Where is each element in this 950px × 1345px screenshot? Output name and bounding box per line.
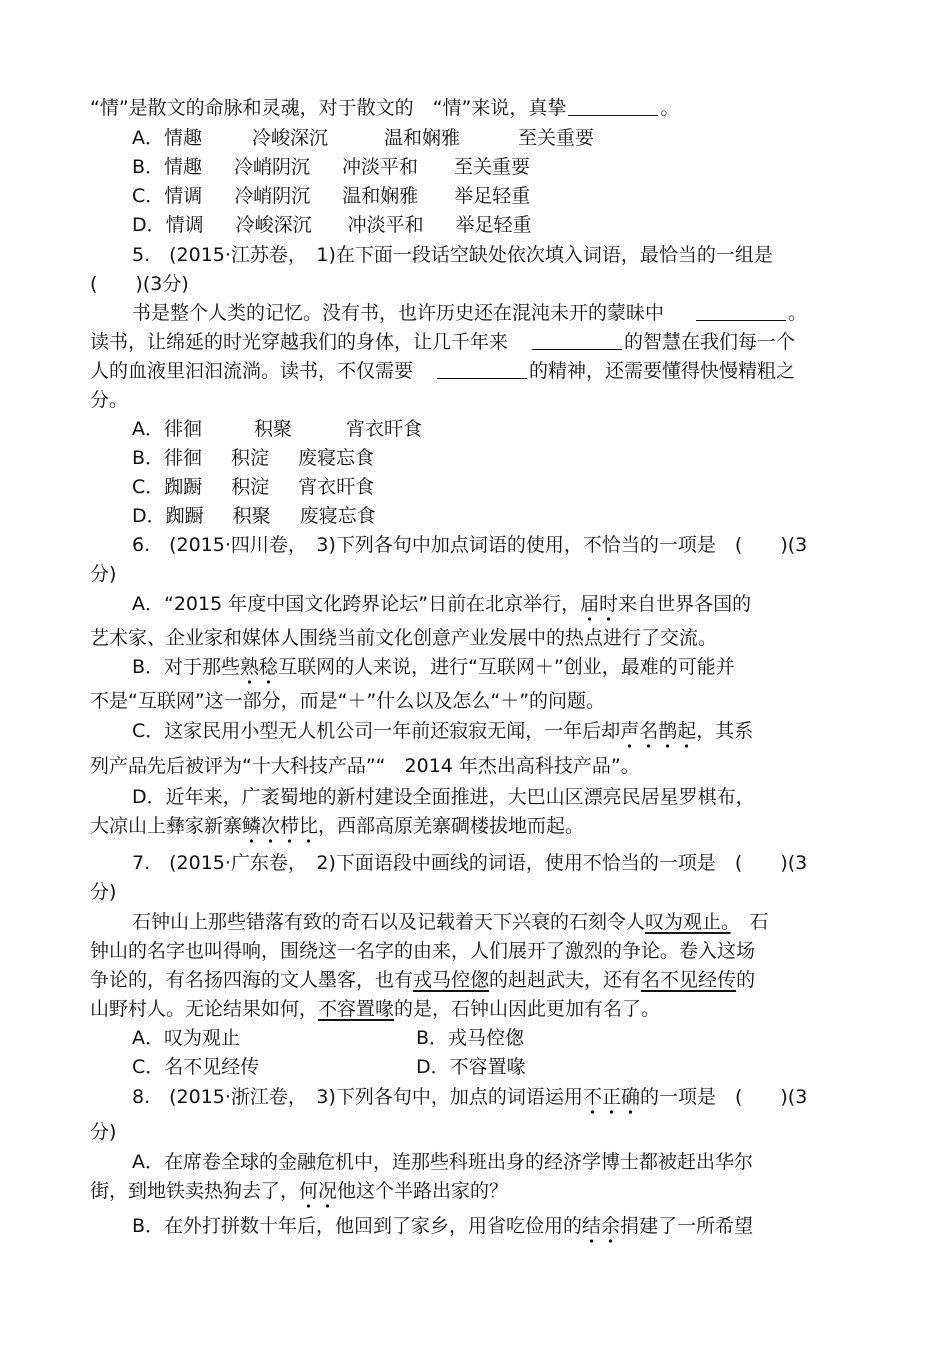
dotted-word: 届时 <box>580 593 618 623</box>
q6-stem-score: 分) <box>90 563 117 585</box>
q6-option-c-cont: 列产品先后被评为“十大科技产品”“ 2014 年杰出高科技产品”。 <box>90 755 640 777</box>
underlined-phrase: 叹为观止。 <box>645 911 731 933</box>
q7-stem: 7. (2015·广东卷， 2)下面语段中画线的词语，使用不恰当的一项是 ( )(3 <box>132 852 808 874</box>
q8-option-a-cont: 街，到地铁卖热狗去了，何况他这个半路出家的？ <box>90 1177 880 1205</box>
underlined-phrase: 名不见经传 <box>641 969 737 991</box>
q6-option-a: A．“2015 年度中国文化跨界论坛”日前在北京举行，届时来自世界各国的 <box>132 590 880 618</box>
q6-option-b-cont: 不是“互联网”这一部分，而是“＋”什么以及怎么“＋”的问题。 <box>90 690 606 712</box>
intro-end: 。 <box>660 97 680 119</box>
q7-option-d: D．不容置喙 <box>416 1056 526 1078</box>
q4-option-d: D．情调 冷峻深沉 冲淡平和 举足轻重 <box>132 214 532 236</box>
dotted-word: 何况 <box>299 1180 337 1210</box>
q8-option-b: B．在外打拼数十年后，他回到了家乡，用省吃俭用的结余捐建了一所希望 <box>132 1212 880 1240</box>
q7-option-b: B．戎马倥偬 <box>416 1027 525 1049</box>
answer-blank <box>532 348 622 350</box>
q7-options-row <box>132 1024 922 1052</box>
dotted-word: 声名鹊起 <box>620 720 696 750</box>
q8-stem: 8. (2015·浙江卷， 3)下列各句中，加点的词语运用不正确的一项是 ( )(3 <box>132 1083 880 1111</box>
q6-option-b: B．对于那些熟稔互联网的人来说，进行“互联网＋”创业，最难的可能并 <box>132 653 880 681</box>
q6-stem: 6. (2015·四川卷， 3)下列各句中加点词语的使用，不恰当的一项是 ( )(3 <box>132 534 808 556</box>
q7-passage-line: 石钟山上那些错落有致的奇石以及记载着天下兴衰的石刻令人叹为观止。 石 <box>132 911 769 933</box>
q5-passage-line: 分。 <box>90 389 129 411</box>
q5-stem-score: ( )(3分) <box>90 273 189 295</box>
q7-options-row <box>132 1053 922 1081</box>
q7-option-a: A．叹为观止 <box>132 1027 241 1049</box>
dotted-word: 熟稔 <box>240 656 278 686</box>
q5-option-b: B．徘徊 积淀 废寝忘食 <box>132 447 375 469</box>
q7-passage-line: 争论的，有名扬四海的文人墨客，也有戎马倥偬的赳赳武夫，还有名不见经传的 <box>90 969 756 991</box>
intro-text: “情”是散文的命脉和灵魂，对于散文的 “情”来说，真挚 <box>90 97 567 119</box>
answer-blank <box>696 319 786 321</box>
q5-stem: 5. (2015·江苏卷， 1)在下面一段话空缺处依次填入词语，最恰当的一组是 <box>132 244 773 266</box>
q4-option-b: B．情趣 冷峭阴沉 冲淡平和 至关重要 <box>132 156 531 178</box>
dotted-word: 鳞次栉比 <box>242 815 318 845</box>
underlined-phrase: 不容置喙 <box>318 998 395 1020</box>
answer-blank <box>437 377 527 379</box>
dotted-word: 不正确 <box>583 1086 640 1116</box>
q5-option-a: A．徘徊 积聚 宵衣旰食 <box>132 418 423 440</box>
q7-option-c: C．名不见经传 <box>132 1056 260 1078</box>
answer-blank <box>568 114 658 116</box>
q7-passage-line: 山野村人。无论结果如何，不容置喙的是，石钟山因此更加有名了。 <box>90 998 661 1020</box>
q8-option-a: A．在席卷全球的金融危机中，连那些科班出身的经济学博士都被赶出华尔 <box>132 1151 753 1173</box>
q6-option-d: D．近年来，广袤蜀地的新村建设全面推进，大巴山区漂亮民居星罗棋布， <box>132 786 755 808</box>
q4-option-c: C．情调 冷峭阴沉 温和娴雅 举足轻重 <box>132 185 531 207</box>
q4-option-a: A．情趣 冷峻深沉 温和娴雅 至关重要 <box>132 127 595 149</box>
q5-passage-line: 人的血液里汩汩流淌。读书，不仅需要 的精神，还需要懂得快慢精粗之 <box>90 360 796 382</box>
q5-option-c: C．踟蹰 积淀 宵衣旰食 <box>132 476 375 498</box>
q6-option-a-cont: 艺术家、企业家和媒体人围绕当前文化创意产业发展中的热点进行了交流。 <box>90 627 718 649</box>
q5-passage-line: 读书，让绵延的时光穿越我们的身体，让几千年来 的智慧在我们每一个 <box>90 331 796 353</box>
dotted-word: 结余 <box>582 1215 620 1245</box>
q6-option-c: C．这家民用小型无人机公司一年前还寂寂无闻，一年后却声名鹊起，其系 <box>132 717 880 745</box>
q5-passage-line: 书是整个人类的记忆。没有书，也许历史还在混沌未开的蒙昧中 。 <box>132 302 808 324</box>
q7-passage-line: 钟山的名字也叫得响，围绕这一名字的由来，人们展开了激烈的争论。卷入这场 <box>90 940 756 962</box>
intro-line <box>90 94 880 122</box>
q7-stem-score: 分) <box>90 881 117 903</box>
q5-option-d: D．踟蹰 积聚 废寝忘食 <box>132 505 376 527</box>
q8-stem-score: 分) <box>90 1121 117 1143</box>
q6-option-d-cont: 大凉山上彝家新寨鳞次栉比，西部高原羌寨碉楼拔地而起。 <box>90 812 880 840</box>
underlined-phrase: 戎马倥偬 <box>413 969 490 991</box>
